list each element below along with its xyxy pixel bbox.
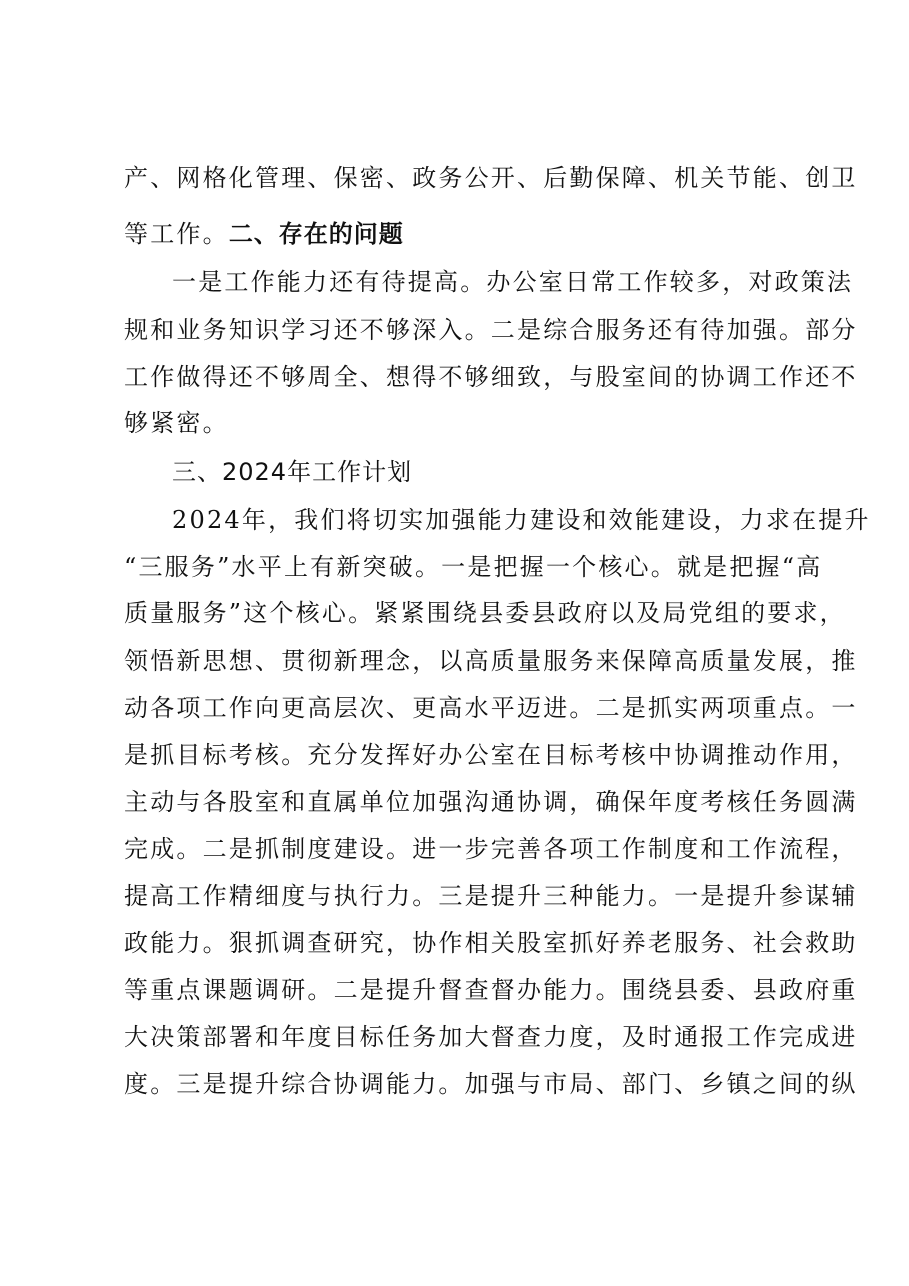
section-heading-problems: 二、存在的问题 bbox=[228, 220, 404, 248]
text-line-12: 动各项工作向更高层次、更高水平迈进。二是抓实两项重点。一 bbox=[124, 694, 858, 722]
text-line-10: 质量服务”这个核心。紧紧围绕县委县政府以及局党组的要求， bbox=[124, 599, 846, 627]
text-line-9: “三服务”水平上有新突破。一是把握一个核心。就是把握“高 bbox=[124, 553, 823, 581]
text-line-8: 2024年，我们将切实加强能力建设和效能建设，力求在提升 bbox=[172, 506, 871, 534]
text-line-5: 工作做得还不够周全、想得不够细致，与股室间的协调工作还不 bbox=[124, 363, 858, 391]
text-line-17: 政能力。狠抓调查研究，协作相关股室抓好养老服务、社会救助 bbox=[124, 929, 858, 957]
text-line-20: 度。三是提升综合协调能力。加强与市局、部门、乡镇之间的纵 bbox=[124, 1070, 858, 1098]
text-line-3: 一是工作能力还有待提高。办公室日常工作较多，对政策法 bbox=[172, 268, 854, 296]
text-line-2 bbox=[124, 214, 804, 254]
text-line-6: 够紧密。 bbox=[124, 409, 229, 437]
text-line-1: 产、网格化管理、保密、政务公开、后勤保障、机关节能、创卫 bbox=[124, 164, 858, 192]
text-line-2-body: 等工作。 bbox=[124, 220, 229, 248]
text-line-11: 领悟新思想、贯彻新理念，以高质量服务来保障高质量发展，推 bbox=[124, 647, 858, 675]
text-line-15: 完成。二是抓制度建设。进一步完善各项工作制度和工作流程， bbox=[124, 835, 858, 863]
text-line-13: 是抓目标考核。充分发挥好办公室在目标考核中协调推动作用， bbox=[124, 741, 858, 769]
text-line-16: 提高工作精细度与执行力。三是提升三种能力。一是提升参谋辅 bbox=[124, 882, 858, 910]
section-heading-plan: 三、2024年工作计划 bbox=[172, 458, 413, 486]
text-line-18: 等重点课题调研。二是提升督查督办能力。围绕县委、县政府重 bbox=[124, 976, 858, 1004]
text-line-14: 主动与各股室和直属单位加强沟通协调，确保年度考核任务圆满 bbox=[124, 788, 858, 816]
text-line-4: 规和业务知识学习还不够深入。二是综合服务还有待加强。部分 bbox=[124, 316, 858, 344]
text-line-19: 大决策部署和年度目标任务加大督查力度，及时通报工作完成进 bbox=[124, 1023, 858, 1051]
